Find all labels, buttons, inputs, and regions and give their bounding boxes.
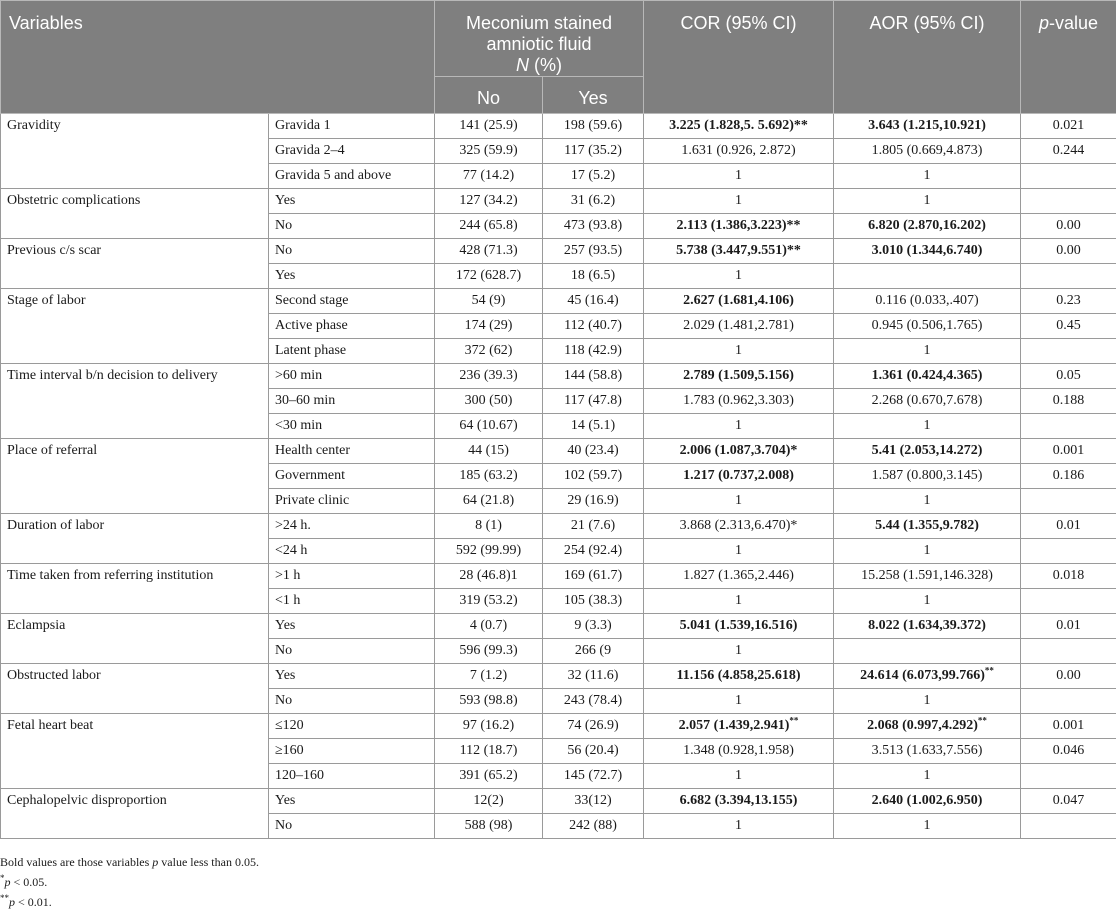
header-variables: Variables xyxy=(1,1,435,114)
category-cell: Yes xyxy=(269,264,435,289)
category-cell: >24 h. xyxy=(269,514,435,539)
aor-value: 2.268 (0.670,7.678) xyxy=(872,393,983,408)
aor-cell xyxy=(834,539,1021,564)
cor-cell xyxy=(644,414,834,439)
cor-cell xyxy=(644,614,834,639)
aor-significance-mark: ** xyxy=(985,665,994,675)
cor-cell xyxy=(644,439,834,464)
msaf-yes-cell: 56 (20.4) xyxy=(543,739,644,764)
p-value-cell: 0.186 xyxy=(1021,464,1116,489)
msaf-yes-cell: 29 (16.9) xyxy=(543,489,644,514)
cor-cell xyxy=(644,664,834,689)
table-row xyxy=(1,439,1116,464)
aor-cell xyxy=(834,789,1021,814)
category-cell: ≤120 xyxy=(269,714,435,739)
table-row xyxy=(1,789,1116,814)
aor-cell xyxy=(834,564,1021,589)
cor-value: 1.783 (0.962,3.303) xyxy=(683,393,794,408)
footnote-bold xyxy=(0,852,259,872)
aor-value: 5.44 (1.355,9.782) xyxy=(875,518,979,533)
category-cell: Yes xyxy=(269,789,435,814)
msaf-no-cell: 12(2) xyxy=(435,789,543,814)
p-value-cell xyxy=(1021,539,1116,564)
msaf-no-cell: 174 (29) xyxy=(435,314,543,339)
aor-value: 0.945 (0.506,1.765) xyxy=(872,318,983,333)
aor-cell xyxy=(834,389,1021,414)
header-no: No xyxy=(435,77,543,114)
msaf-yes-cell: 9 (3.3) xyxy=(543,614,644,639)
category-cell: Yes xyxy=(269,664,435,689)
p-value-cell xyxy=(1021,639,1116,664)
header-p-value xyxy=(1021,1,1116,114)
cor-cell xyxy=(644,489,834,514)
aor-cell xyxy=(834,414,1021,439)
aor-cell xyxy=(834,589,1021,614)
category-cell: >1 h xyxy=(269,564,435,589)
category-cell: <30 min xyxy=(269,414,435,439)
msaf-yes-cell: 473 (93.8) xyxy=(543,214,644,239)
msaf-yes-cell: 33(12) xyxy=(543,789,644,814)
aor-cell xyxy=(834,714,1021,739)
cor-cell xyxy=(644,239,834,264)
category-cell: Gravida 2–4 xyxy=(269,139,435,164)
cor-cell xyxy=(644,689,834,714)
variable-cell: Gravidity xyxy=(1,114,269,189)
cor-value: 1 xyxy=(735,768,742,783)
msaf-no-cell: 391 (65.2) xyxy=(435,764,543,789)
cor-value: 5.041 (1.539,16.516) xyxy=(680,618,798,633)
msaf-yes-cell: 243 (78.4) xyxy=(543,689,644,714)
cor-value: 1 xyxy=(735,643,742,658)
msaf-yes-cell: 145 (72.7) xyxy=(543,764,644,789)
cor-value: 1 xyxy=(735,168,742,183)
cor-cell xyxy=(644,464,834,489)
aor-value: 15.258 (1.591,146.328) xyxy=(861,568,993,583)
aor-cell xyxy=(834,614,1021,639)
msaf-yes-cell: 31 (6.2) xyxy=(543,189,644,214)
category-cell: No xyxy=(269,639,435,664)
footnote-dstar-p: p xyxy=(9,895,15,909)
cor-value: 1 xyxy=(735,818,742,833)
variable-cell: Eclampsia xyxy=(1,614,269,664)
category-cell: Private clinic xyxy=(269,489,435,514)
msaf-yes-cell: 18 (6.5) xyxy=(543,264,644,289)
p-value-cell xyxy=(1021,414,1116,439)
cor-cell xyxy=(644,289,834,314)
footnote-dstar-rest: < 0.01. xyxy=(15,895,52,909)
aor-value: 1 xyxy=(924,543,931,558)
aor-cell xyxy=(834,289,1021,314)
category-cell: Government xyxy=(269,464,435,489)
msaf-no-cell: 44 (15) xyxy=(435,439,543,464)
aor-cell xyxy=(834,439,1021,464)
p-value-cell: 0.00 xyxy=(1021,239,1116,264)
aor-cell xyxy=(834,489,1021,514)
aor-value: 1 xyxy=(924,593,931,608)
msaf-yes-cell: 17 (5.2) xyxy=(543,164,644,189)
aor-value: 6.820 (2.870,16.202) xyxy=(868,218,986,233)
header-msaf-n-letter: N xyxy=(516,55,529,75)
aor-value: 0.116 (0.033,.407) xyxy=(875,293,978,308)
footnote-bold-post: value less than 0.05. xyxy=(158,855,259,869)
cor-value: 1 xyxy=(735,593,742,608)
cor-value: 3.225 (1.828,5. 5.692)** xyxy=(669,118,808,133)
footnote-star-rest: < 0.05. xyxy=(11,875,48,889)
msaf-yes-cell: 254 (92.4) xyxy=(543,539,644,564)
cor-value: 5.738 (3.447,9.551)** xyxy=(676,243,801,258)
p-value-cell: 0.188 xyxy=(1021,389,1116,414)
variable-cell: Fetal heart beat xyxy=(1,714,269,789)
p-value-cell xyxy=(1021,189,1116,214)
cor-value: 1.827 (1.365,2.446) xyxy=(683,568,794,583)
p-value-cell xyxy=(1021,339,1116,364)
cor-cell xyxy=(644,139,834,164)
category-cell: No xyxy=(269,814,435,839)
msaf-no-cell: 300 (50) xyxy=(435,389,543,414)
category-cell: Active phase xyxy=(269,314,435,339)
aor-cell xyxy=(834,339,1021,364)
table-row xyxy=(1,239,1116,264)
msaf-yes-cell: 242 (88) xyxy=(543,814,644,839)
msaf-yes-cell: 112 (40.7) xyxy=(543,314,644,339)
msaf-no-cell: 596 (99.3) xyxy=(435,639,543,664)
cor-value: 1 xyxy=(735,693,742,708)
msaf-no-cell: 64 (10.67) xyxy=(435,414,543,439)
aor-value: 1 xyxy=(924,168,931,183)
msaf-no-cell: 593 (98.8) xyxy=(435,689,543,714)
aor-cell xyxy=(834,689,1021,714)
msaf-no-cell: 28 (46.8)1 xyxy=(435,564,543,589)
p-value-cell: 0.018 xyxy=(1021,564,1116,589)
variable-cell: Obstructed labor xyxy=(1,664,269,714)
aor-significance-mark: ** xyxy=(978,715,987,725)
msaf-no-cell: 97 (16.2) xyxy=(435,714,543,739)
category-cell: 120–160 xyxy=(269,764,435,789)
p-value-cell: 0.001 xyxy=(1021,714,1116,739)
msaf-yes-cell: 257 (93.5) xyxy=(543,239,644,264)
aor-value: 1 xyxy=(924,493,931,508)
p-value-cell xyxy=(1021,814,1116,839)
variable-cell: Stage of labor xyxy=(1,289,269,364)
msaf-yes-cell: 32 (11.6) xyxy=(543,664,644,689)
table-body xyxy=(1,114,1116,839)
aor-value: 1 xyxy=(924,768,931,783)
msaf-yes-cell: 144 (58.8) xyxy=(543,364,644,389)
aor-cell xyxy=(834,514,1021,539)
category-cell: No xyxy=(269,214,435,239)
header-p-letter: p xyxy=(1039,13,1049,33)
cor-value: 1.348 (0.928,1.958) xyxy=(683,743,794,758)
aor-value: 1 xyxy=(924,693,931,708)
category-cell: Gravida 1 xyxy=(269,114,435,139)
header-cor: COR (95% CI) xyxy=(644,1,834,114)
cor-value: 2.113 (1.386,3.223)** xyxy=(676,218,800,233)
p-value-cell: 0.046 xyxy=(1021,739,1116,764)
category-cell: No xyxy=(269,689,435,714)
variable-cell: Duration of labor xyxy=(1,514,269,564)
aor-value: 1.361 (0.424,4.365) xyxy=(872,368,983,383)
header-msaf-line1: Meconium stained xyxy=(441,13,637,34)
msaf-yes-cell: 117 (47.8) xyxy=(543,389,644,414)
footnote-star-p: p xyxy=(5,875,11,889)
aor-value: 1.805 (0.669,4.873) xyxy=(872,143,983,158)
p-value-cell: 0.01 xyxy=(1021,614,1116,639)
cor-cell xyxy=(644,189,834,214)
table-row xyxy=(1,714,1116,739)
cor-value: 2.627 (1.681,4.106) xyxy=(683,293,794,308)
footnote-single-star xyxy=(0,872,259,892)
cor-cell xyxy=(644,314,834,339)
table-row xyxy=(1,114,1116,139)
msaf-no-cell: 185 (63.2) xyxy=(435,464,543,489)
cor-value: 1 xyxy=(735,418,742,433)
category-cell: >60 min xyxy=(269,364,435,389)
header-p-rest: -value xyxy=(1049,13,1098,33)
msaf-no-cell: 8 (1) xyxy=(435,514,543,539)
msaf-yes-cell: 45 (16.4) xyxy=(543,289,644,314)
category-cell: Health center xyxy=(269,439,435,464)
category-cell: <24 h xyxy=(269,539,435,564)
footnotes xyxy=(0,852,259,912)
table-row xyxy=(1,664,1116,689)
variable-cell: Time taken from referring institution xyxy=(1,564,269,614)
cor-cell xyxy=(644,814,834,839)
cor-value: 2.057 (1.439,2.941) xyxy=(679,718,790,733)
aor-value: 1 xyxy=(924,818,931,833)
msaf-no-cell: 244 (65.8) xyxy=(435,214,543,239)
cor-cell xyxy=(644,214,834,239)
msaf-yes-cell: 74 (26.9) xyxy=(543,714,644,739)
aor-cell xyxy=(834,464,1021,489)
category-cell: No xyxy=(269,239,435,264)
msaf-no-cell: 172 (628.7) xyxy=(435,264,543,289)
header-msaf-line2: amniotic fluid xyxy=(441,34,637,55)
aor-value: 1 xyxy=(924,193,931,208)
p-value-cell: 0.00 xyxy=(1021,214,1116,239)
table-row xyxy=(1,564,1116,589)
p-value-cell xyxy=(1021,164,1116,189)
p-value-cell: 0.244 xyxy=(1021,139,1116,164)
msaf-yes-cell: 198 (59.6) xyxy=(543,114,644,139)
cor-cell xyxy=(644,639,834,664)
msaf-no-cell: 77 (14.2) xyxy=(435,164,543,189)
category-cell: Yes xyxy=(269,189,435,214)
aor-value: 3.643 (1.215,10.921) xyxy=(868,118,986,133)
cor-cell xyxy=(644,739,834,764)
cor-value: 2.029 (1.481,2.781) xyxy=(683,318,794,333)
table-row xyxy=(1,364,1116,389)
aor-cell xyxy=(834,164,1021,189)
cor-cell xyxy=(644,339,834,364)
cor-value: 2.006 (1.087,3.704)* xyxy=(680,443,798,458)
msaf-yes-cell: 102 (59.7) xyxy=(543,464,644,489)
cor-cell xyxy=(644,539,834,564)
table-row xyxy=(1,614,1116,639)
aor-cell xyxy=(834,139,1021,164)
aor-value: 3.513 (1.633,7.556) xyxy=(872,743,983,758)
p-value-cell xyxy=(1021,689,1116,714)
cor-cell xyxy=(644,514,834,539)
variable-cell: Cephalopelvic disproportion xyxy=(1,789,269,839)
msaf-no-cell: 64 (21.8) xyxy=(435,489,543,514)
p-value-cell: 0.047 xyxy=(1021,789,1116,814)
p-value-cell: 0.45 xyxy=(1021,314,1116,339)
cor-cell xyxy=(644,714,834,739)
aor-value: 8.022 (1.634,39.372) xyxy=(868,618,986,633)
msaf-yes-cell: 105 (38.3) xyxy=(543,589,644,614)
aor-value: 2.068 (0.997,4.292) xyxy=(867,718,978,733)
cor-value: 1.217 (0.737,2.008) xyxy=(683,468,794,483)
cor-value: 1 xyxy=(735,193,742,208)
p-value-cell xyxy=(1021,489,1116,514)
cor-value: 1 xyxy=(735,543,742,558)
msaf-yes-cell: 266 (9 xyxy=(543,639,644,664)
msaf-yes-cell: 14 (5.1) xyxy=(543,414,644,439)
cor-value: 2.789 (1.509,5.156) xyxy=(683,368,794,383)
msaf-no-cell: 428 (71.3) xyxy=(435,239,543,264)
footnote-star-mark: * xyxy=(0,873,5,883)
aor-cell xyxy=(834,814,1021,839)
table-row xyxy=(1,514,1116,539)
category-cell: Second stage xyxy=(269,289,435,314)
variable-cell: Obstetric complications xyxy=(1,189,269,239)
msaf-no-cell: 141 (25.9) xyxy=(435,114,543,139)
msaf-no-cell: 127 (34.2) xyxy=(435,189,543,214)
header-msaf-pct: (%) xyxy=(529,55,562,75)
msaf-no-cell: 588 (98) xyxy=(435,814,543,839)
aor-cell xyxy=(834,739,1021,764)
header-msaf-n xyxy=(441,55,637,76)
msaf-yes-cell: 118 (42.9) xyxy=(543,339,644,364)
msaf-no-cell: 592 (99.99) xyxy=(435,539,543,564)
table-row xyxy=(1,189,1116,214)
msaf-no-cell: 4 (0.7) xyxy=(435,614,543,639)
category-cell: 30–60 min xyxy=(269,389,435,414)
aor-value: 24.614 (6.073,99.766) xyxy=(860,668,985,683)
aor-cell xyxy=(834,114,1021,139)
cor-cell xyxy=(644,264,834,289)
cor-value: 1 xyxy=(735,343,742,358)
p-value-cell: 0.00 xyxy=(1021,664,1116,689)
cor-value: 1.631 (0.926, 2.872) xyxy=(681,143,795,158)
cor-cell xyxy=(644,589,834,614)
footnote-dstar-mark: ** xyxy=(0,893,9,903)
aor-cell xyxy=(834,264,1021,289)
variable-cell: Previous c/s scar xyxy=(1,239,269,289)
aor-cell xyxy=(834,364,1021,389)
msaf-no-cell: 54 (9) xyxy=(435,289,543,314)
cor-cell xyxy=(644,564,834,589)
msaf-no-cell: 372 (62) xyxy=(435,339,543,364)
p-value-cell xyxy=(1021,589,1116,614)
header-yes: Yes xyxy=(543,77,644,114)
footnote-bold-p: p xyxy=(152,855,158,869)
cor-cell xyxy=(644,389,834,414)
cor-value: 11.156 (4.858,25.618) xyxy=(676,668,800,683)
aor-cell xyxy=(834,189,1021,214)
variable-cell: Place of referral xyxy=(1,439,269,514)
p-value-cell xyxy=(1021,264,1116,289)
msaf-yes-cell: 169 (61.7) xyxy=(543,564,644,589)
cor-value: 6.682 (3.394,13.155) xyxy=(680,793,798,808)
aor-value: 1.587 (0.800,3.145) xyxy=(872,468,983,483)
p-value-cell: 0.021 xyxy=(1021,114,1116,139)
cor-value: 3.868 (2.313,6.470)* xyxy=(680,518,798,533)
footnote-bold-pre: Bold values are those variables xyxy=(0,855,152,869)
variable-cell: Time interval b/n decision to delivery xyxy=(1,364,269,439)
aor-value: 3.010 (1.344,6.740) xyxy=(872,243,983,258)
category-cell: <1 h xyxy=(269,589,435,614)
category-cell: Latent phase xyxy=(269,339,435,364)
aor-cell xyxy=(834,314,1021,339)
msaf-yes-cell: 117 (35.2) xyxy=(543,139,644,164)
cor-value: 1 xyxy=(735,268,742,283)
msaf-no-cell: 236 (39.3) xyxy=(435,364,543,389)
cor-cell xyxy=(644,114,834,139)
msaf-no-cell: 7 (1.2) xyxy=(435,664,543,689)
category-cell: Gravida 5 and above xyxy=(269,164,435,189)
cor-cell xyxy=(644,164,834,189)
aor-cell xyxy=(834,639,1021,664)
msaf-no-cell: 325 (59.9) xyxy=(435,139,543,164)
msaf-yes-cell: 21 (7.6) xyxy=(543,514,644,539)
cor-cell xyxy=(644,364,834,389)
header-aor: AOR (95% CI) xyxy=(834,1,1021,114)
msaf-no-cell: 112 (18.7) xyxy=(435,739,543,764)
msaf-yes-cell: 40 (23.4) xyxy=(543,439,644,464)
aor-cell xyxy=(834,239,1021,264)
cor-significance-mark: ** xyxy=(789,715,798,725)
footnote-double-star xyxy=(0,892,259,912)
cor-cell xyxy=(644,764,834,789)
aor-cell xyxy=(834,664,1021,689)
category-cell: Yes xyxy=(269,614,435,639)
p-value-cell: 0.001 xyxy=(1021,439,1116,464)
aor-cell xyxy=(834,214,1021,239)
p-value-cell: 0.01 xyxy=(1021,514,1116,539)
header-meconium-stained xyxy=(435,1,644,77)
aor-value: 1 xyxy=(924,343,931,358)
p-value-cell: 0.23 xyxy=(1021,289,1116,314)
p-value-cell: 0.05 xyxy=(1021,364,1116,389)
cor-cell xyxy=(644,789,834,814)
cor-value: 1 xyxy=(735,493,742,508)
aor-value: 2.640 (1.002,6.950) xyxy=(872,793,983,808)
aor-value: 1 xyxy=(924,418,931,433)
table-row xyxy=(1,289,1116,314)
aor-cell xyxy=(834,764,1021,789)
msaf-no-cell: 319 (53.2) xyxy=(435,589,543,614)
p-value-cell xyxy=(1021,764,1116,789)
aor-value: 5.41 (2.053,14.272) xyxy=(872,443,983,458)
category-cell: ≥160 xyxy=(269,739,435,764)
